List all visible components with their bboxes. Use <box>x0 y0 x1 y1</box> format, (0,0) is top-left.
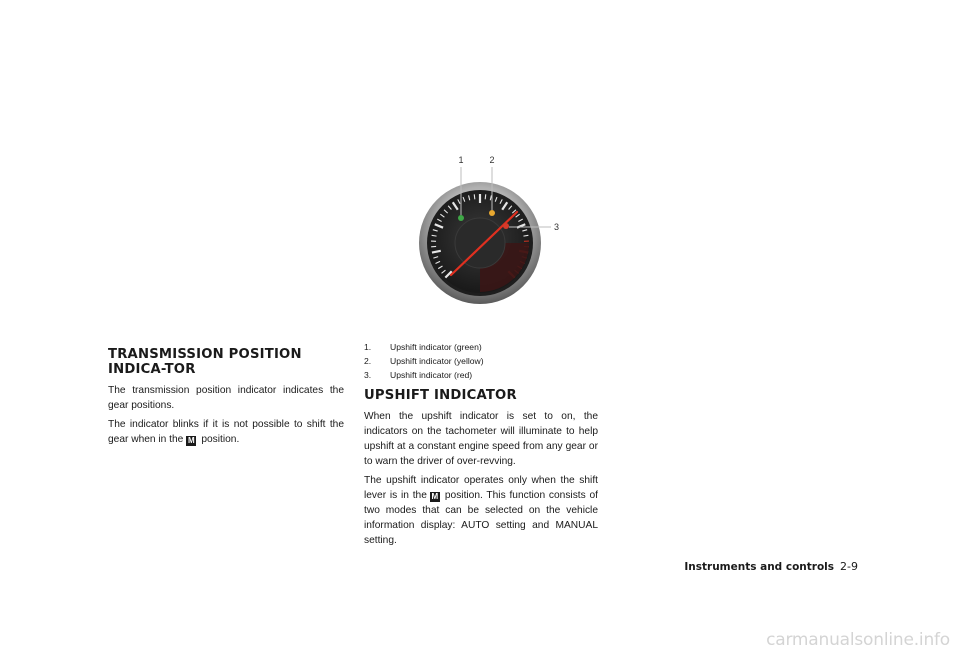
gauge-tick <box>485 194 486 199</box>
m-position-icon: M <box>187 436 195 445</box>
m-position-icon: M <box>431 492 439 501</box>
legend-item: 2. Upshift indicator (yellow) <box>364 356 484 366</box>
callout-2: 2 <box>489 155 495 165</box>
page-footer <box>668 560 858 573</box>
upshift-paragraph-1: When the upshift indicator is set to on, the indicators on the tachometer will illuminate to help upshift at a constant engine speed from any gear or to warn the driver of over-revving. <box>364 411 598 467</box>
legend-item: 1. Upshift indicator (green) <box>364 342 482 352</box>
section-heading-upshift: UPSHIFT INDICATOR <box>364 388 517 403</box>
gauge-tick <box>523 235 528 236</box>
transmission-paragraph-1: The transmission position indicator indicates the gear positions. <box>108 385 344 411</box>
upshift-indicator-red <box>503 223 509 229</box>
upshift-indicator-yellow <box>489 210 495 216</box>
watermark: carmanualsonline.info <box>766 630 950 650</box>
page-number: 2-9 <box>840 560 858 573</box>
footer-section-title: Instruments and controls <box>684 561 835 573</box>
gauge-tick <box>474 194 475 199</box>
section-heading-transmission: TRANSMISSION POSITION INDICA-TOR <box>108 347 302 377</box>
callout-3: 3 <box>554 222 560 232</box>
callout-1: 1 <box>458 155 464 165</box>
transmission-paragraph-2: The indicator blinks if it is not possible to shift the gear when in the M position. <box>108 419 344 445</box>
legend-item: 3. Upshift indicator (red) <box>364 370 473 380</box>
transmission-position-section <box>108 347 344 451</box>
gauge-tick <box>432 235 437 236</box>
upshift-paragraph-2: The upshift indicator operates only when the shift lever is in the M position. This function consists of two modes that can be selected on the vehicle information display: AUTO setting and MANUAL setting. <box>364 475 598 546</box>
upshift-indicator-section <box>364 340 598 552</box>
tachometer-illustration <box>405 150 575 310</box>
upshift-indicator-green <box>458 215 464 221</box>
figure-legend <box>364 340 598 382</box>
